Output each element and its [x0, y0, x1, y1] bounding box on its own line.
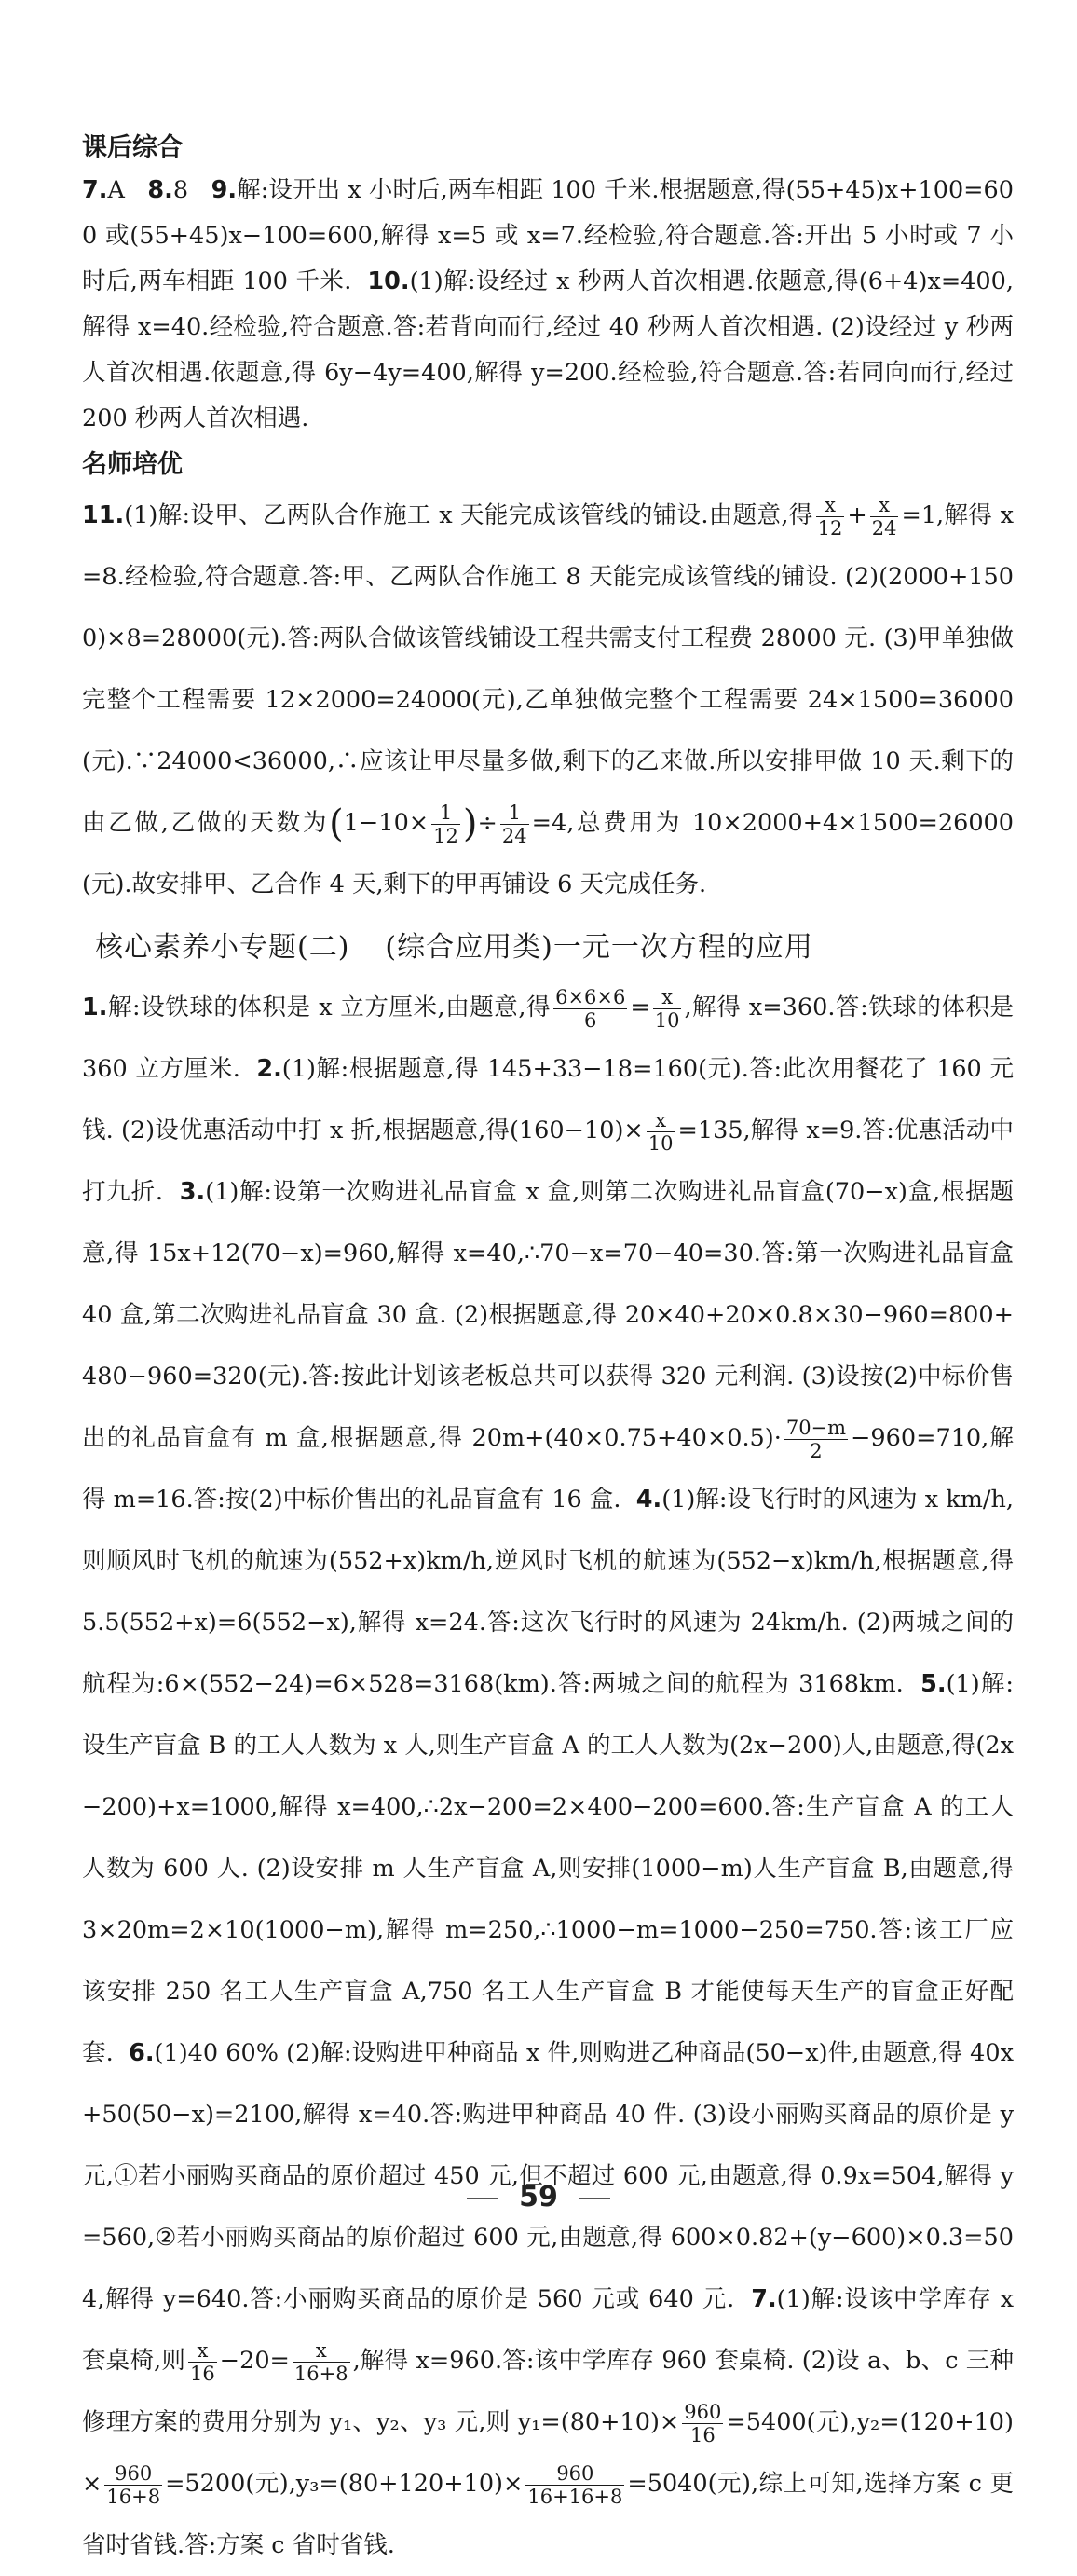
answers-7-10: 7.A 8.8 9.解:设开出 x 小时后,两车相距 100 千米.根据题意,得(55+45)x+100=600 或(55+45)x−100=600,解得 x=5 或 x=7.经检验,符合题意.答:开出 5 小时或 7 小时后,两车相距 100 千米. 10.(1)解:设经过 x 秒两人首次相遇.依题意,得(6+4)x=400,解得 x=40.经检验,符合题意.答:若背向而行,经过 40 秒两人首次相遇. (2)设经过 y 秒两人首次相遇.依题意,得 6y−4y=400,解得 y=200.经检验,符合题意.答:若同向而行,经过 200 秒两人首次相遇.: [82, 176, 1014, 432]
fraction: $\frac{1}{24}$: [501, 801, 527, 847]
fraction: $\frac{960}{16}$: [684, 2400, 722, 2446]
section-title-after-class: 课后综合: [82, 133, 183, 162]
fraction: $\frac{6\times 6\times 6}{6}$: [555, 985, 626, 1032]
fraction: $\frac{x}{16}$: [190, 2338, 215, 2385]
topic-heading: 核心素养小专题(二) (综合应用类)一元一次方程的应用: [95, 931, 813, 964]
page-number: 59: [519, 2181, 558, 2213]
fraction: $\frac{x}{24}$: [871, 493, 897, 540]
footer-dash-right: [579, 2198, 610, 2199]
topic-answers: 1.解:设铁球的体积是 x 立方厘米,由题意,得 $\frac{6\times 6\times 6}{6}$ = $\frac{x}{10}$ ,解得 x=360.答:铁球的体积是 360 立方厘米. 2.(1)解:根据题意,得 145+33−18=160(元).答:此次用餐花了 160 元钱. (2)设优惠活动中打 x 折,根据题意,得(160−10)× $\frac{x}{10}$ =135,解得 x=9.答:优惠活动中打九折. 3.(1)解:设第一次购进礼品盲盒 x 盒,则第二次购进礼品盲盒(70−x)盒,根据题意,得 15x+12(70−x)=960,解得 x=40,∴70−x=70−40=30.答:第一次购进礼品盲盒 40 盒,第二次购进礼品盲盒 30 盒. (2)根据题意,得 20×40+20×0.8×30−960=800+480−960=320(元).答:按此计划该老板总共可以获得 320 元利润. (3)设按(2)中标价售出的礼品盲盒有 m 盒,根据题意,得 20m+(40×0.75+40×0.5)· $\frac{70-m}{2}$ −960=710,解得 m=16.答:按(2)中标价售出的礼品盲盒有 16 盒. 4.(1)解:设飞行时的风速为 x km/h,则顺风时飞机的航速为(552+x)km/h,逆风时飞机的航速为(552−x)km/h,根据题意,得 5.5(552+x)=6(552−x),解得 x=24.答:这次飞行时的风速为 24km/h. (2)两城之间的航程为:6×(552−24)=6×528=3168(km).答:两城之间的航程为 3168km. 5.(1)解:设生产盲盒 B 的工人人数为 x 人,则生产盲盒 A 的工人人数为(2x−200)人,由题意,得(2x−200)+x=1000,解得 x=400,∴2x−200=2×400−200=600.答:生产盲盒 A 的工人人数为 600 人. (2)设安排 m 人生产盲盒 A,则安排(1000−m)人生产盲盒 B,由题意,得 3×20m=2×10(1000−m),解得 m=250,∴1000−m=1000−250=750.答:该工厂应该安排 250 名工人生产盲盒 A,750 名工人生产盲盒 B 才能使每天生产的盲盒正好配套. 6.(1)40 60% (2)解:设购进甲种商品 x 件,则购进乙种商品(50−x)件,由题意,得 40x+50(50−x)=2100,解得 x=40.答:购进甲种商品 40 件. (3)设小丽购买商品的原价是 y 元,①若小丽购买商品的原价超过 450 元,但不超过 600 元,由题意,得 0.9x=504,解得 y=560,②若小丽购买商品的原价超过 600 元,由题意,得 600×0.82+(y−600)×0.3=504,解得 y=640.答:小丽购买商品的原价是 560 元或 640 元. 7.(1)解:设该中学库存 x 套桌椅,则 $\frac{x}{16}$ −20= $\frac{x}{16+8}$ ,解得 x=960.答:该中学库存 960 套桌椅. (2)设 a、b、c 三种修理方案的费用分别为 y₁、y₂、y₃ 元,则 y₁=(80+10)× $\frac{960}{16}$ =5400(元),y₂=(120+10)× $\frac{960}{16+8}$ =5200(元),y₃=(80+120+10)× $\frac{960}{16+16+8}$ =5040(元),综上可知,选择方案 c 更省时省钱.答:方案 c 省时省钱.: [82, 985, 1015, 2559]
fraction: $\frac{960}{16+16+8}$: [527, 2461, 623, 2508]
footer-dash-left: [467, 2198, 498, 2199]
page-footer: [0, 2181, 1077, 2213]
fraction: $\frac{960}{16+8}$: [106, 2461, 161, 2508]
fraction: $\frac{1}{12}$: [433, 801, 458, 847]
fraction: $\frac{x}{12}$: [817, 493, 843, 540]
answer-11: 11.(1)解:设甲、乙两队合作施工 x 天能完成该管线的铺设.由题意,得 $\frac{x}{12}$ + $\frac{x}{24}$ =1,解得 x=8.经检验,符合题意.答:甲、乙两队合作施工 8 天能完成该管线的铺设. (2)(2000+1500)×8=28000(元).答:两队合做该管线铺设工程共需支付工程费 28000 元. (3)甲单独做完整个工程需要 12×2000=24000(元),乙单独做完整个工程需要 24×1500=36000(元).∵24000<36000,∴应该让甲尽量多做,剩下的乙来做.所以安排甲做 10 天.剩下的由乙做,乙做的天数为(1−10× $\frac{1}{12}$ )÷ $\frac{1}{24}$ =4,总费用为 10×2000+4×1500=26000(元).故安排甲、乙合作 4 天,剩下的甲再铺设 6 天完成任务.: [82, 493, 1014, 898]
fraction: $\frac{x}{10}$: [648, 1108, 674, 1155]
fraction: $\frac{x}{10}$: [654, 985, 680, 1032]
fraction: $\frac{x}{16+8}$: [293, 2338, 348, 2385]
fraction: $\frac{70-m}{2}$: [785, 1416, 847, 1462]
section-title-famous-teacher: 名师培优: [82, 450, 183, 479]
